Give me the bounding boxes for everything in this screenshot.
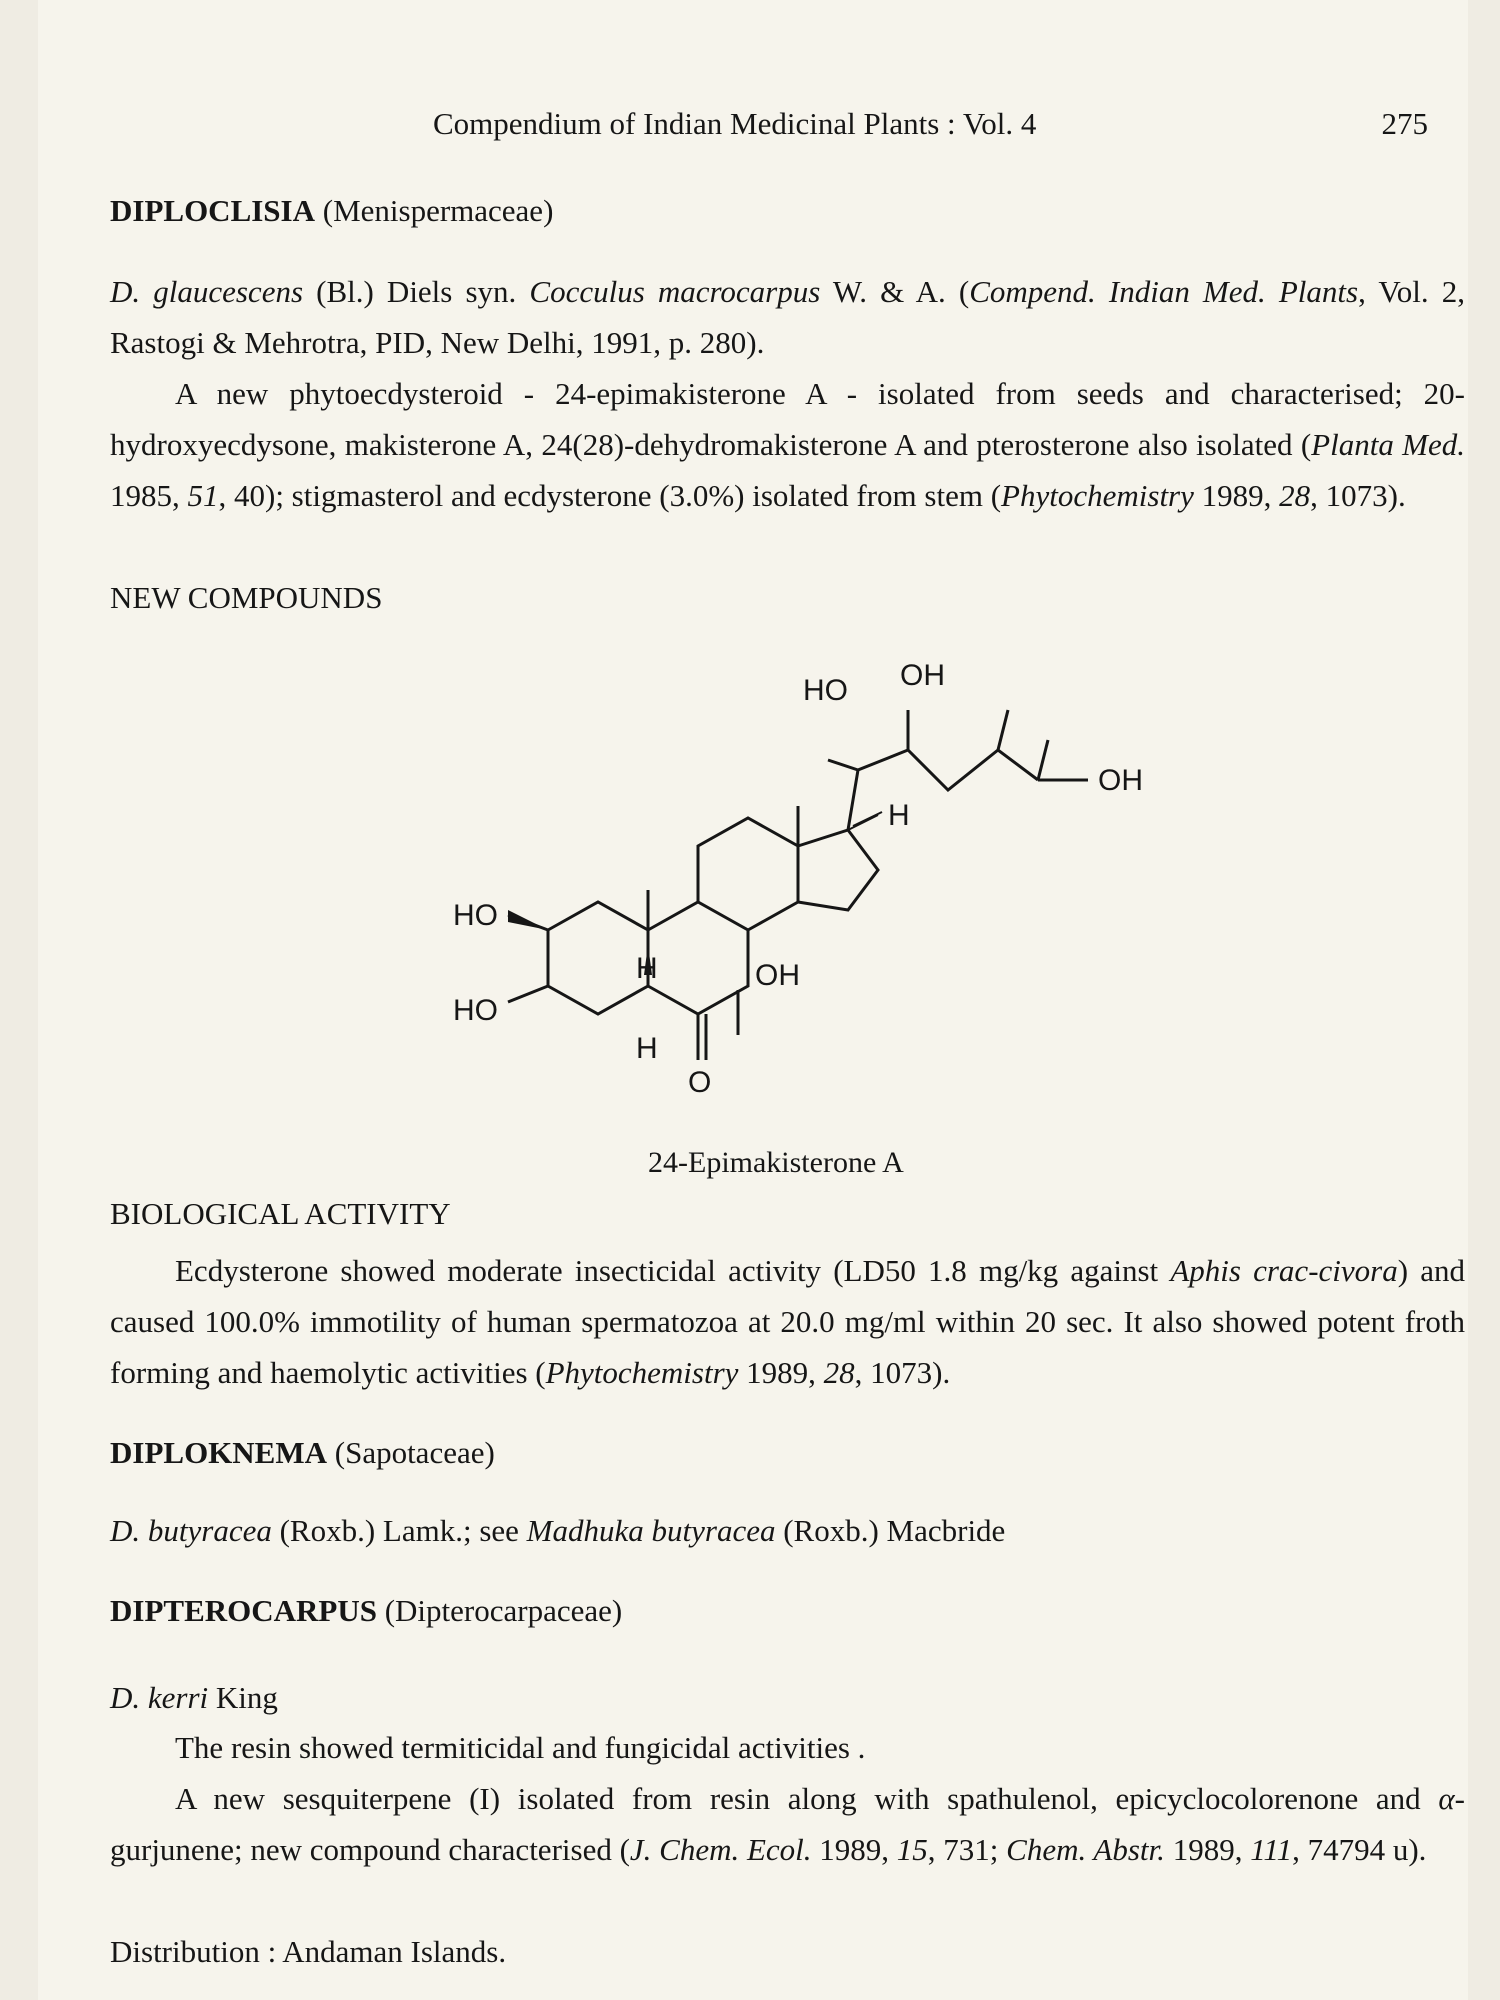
text-run: 1989, (811, 1832, 897, 1867)
family-name: (Menispermaceae) (315, 193, 554, 228)
volume: 111 (1250, 1832, 1293, 1867)
text-run: (Roxb.) Lamk.; see (271, 1513, 527, 1548)
label-ho-side: HO (803, 674, 848, 707)
journal-name: J. Chem. Ecol. (629, 1832, 812, 1867)
text-run: 1989, (1193, 478, 1280, 513)
dipterocarpus-species (110, 1672, 1465, 1723)
label-oh-top: OH (900, 659, 945, 692)
text-run: (Roxb.) Macbride (775, 1513, 1006, 1548)
family-name: (Sapotaceae) (327, 1435, 495, 1470)
document-page (38, 0, 1468, 2000)
genus-heading-dipterocarpus (110, 1585, 1465, 1636)
text-run: , 74794 u). (1292, 1832, 1427, 1867)
genus-heading-diploclisia (110, 185, 1465, 236)
text-run: , Vol. 2, Rastogi & Mehrotra, PID, New Delhi, 1991, p. 280). (110, 274, 1466, 360)
text-run: 1989, (738, 1355, 824, 1390)
label-oh-right: OH (1098, 764, 1143, 797)
volume: 28 (823, 1355, 855, 1390)
label-ho-b: HO (453, 994, 498, 1027)
label-h-mid: H (888, 799, 910, 832)
structure-caption: 24-Epimakisterone A (648, 1146, 904, 1179)
genus-heading-diploknema (110, 1427, 1465, 1478)
text-run: -gurjunene; new compound characterised ( (110, 1781, 1465, 1867)
section-heading-biological-activity: BIOLOGICAL ACTIVITY (110, 1196, 451, 1231)
biological-activity-paragraph (110, 1245, 1465, 1398)
label-h-c: H (636, 1032, 658, 1065)
page-number: 275 (1381, 106, 1428, 141)
text-run: , 731; (927, 1832, 1007, 1867)
genus-name: DIPLOCLISIA (110, 193, 315, 228)
chemistry-paragraph (110, 368, 1465, 521)
genus-name: DIPLOKNEMA (110, 1435, 327, 1470)
journal-name: Phytochemistry (545, 1355, 739, 1390)
distribution-line: Distribution : Andaman Islands. (110, 1934, 507, 1969)
species-name: Madhuka butyracea (526, 1513, 776, 1548)
journal-name: Phytochemistry (1001, 478, 1194, 513)
genus-name: DIPTEROCARPUS (110, 1593, 377, 1628)
text-run: (Bl.) Diels syn. (303, 274, 530, 309)
species-name: D. butyracea (110, 1513, 272, 1548)
text-run: Ecdysterone showed moderate insecticidal activity (LD50 1.8 mg/kg against (175, 1253, 1171, 1288)
species-name: D. kerri (110, 1680, 209, 1715)
diploknema-synonym (110, 1505, 1465, 1556)
journal-name: Planta Med. (1311, 427, 1465, 462)
resin-activity-paragraph: The resin showed termiticidal and fungicidal activities . (175, 1730, 866, 1765)
label-o-keto: O (688, 1066, 712, 1099)
species-name: civora (1318, 1253, 1398, 1288)
text-run: 1985, (110, 478, 188, 513)
label-ho-a: HO (453, 899, 498, 932)
text-run: A new sesquiterpene (I) isolated from resin along with spathulenol, epicyclocolorenone and (175, 1781, 1439, 1816)
volume: 28 (1279, 478, 1311, 513)
species-name: D. glaucescens (110, 274, 304, 309)
text-run: , 1073). (1310, 478, 1406, 513)
text-run: , 1073). (854, 1355, 951, 1390)
text-run: King (208, 1680, 278, 1715)
running-header: Compendium of Indian Medicinal Plants : Vol. 4 (433, 106, 1037, 141)
text-run: , 40); stigmasterol and ecdysterone (3.0%) isolated from stem ( (218, 478, 1002, 513)
greek-alpha: α (1438, 1781, 1455, 1816)
journal-name: Chem. Abstr. (1006, 1832, 1165, 1867)
synonym-species: Cocculus macrocarpus (529, 274, 821, 309)
synonym-paragraph (110, 266, 1465, 368)
volume: 15 (896, 1832, 928, 1867)
label-h-b: H (636, 952, 658, 985)
species-name: Aphis crac- (1170, 1253, 1319, 1288)
label-oh-b: OH (755, 959, 800, 992)
reference-title: Compend. Indian Med. Plants (969, 274, 1359, 309)
sesquiterpene-paragraph (110, 1773, 1465, 1875)
text-run: 1989, (1164, 1832, 1251, 1867)
volume: 51 (187, 478, 219, 513)
text-run: A new phytoecdysteroid - 24-epimakisterone A - isolated from seeds and characterised; 20-hydroxyecdysone, makisterone A, 24(28)-dehydromakisterone A and pterosterone also isolated ( (110, 376, 1465, 462)
text-run: W. & A. ( (820, 274, 970, 309)
text-run: ) and caused 100.0% immotility of human spermatozoa at 20.0 mg/ml within 20 sec. It also showed potent froth forming and haemolytic activities ( (110, 1253, 1465, 1390)
chemical-structure (408, 640, 1208, 1180)
family-name: (Dipterocarpaceae) (376, 1593, 623, 1628)
section-heading-new-compounds: NEW COMPOUNDS (110, 580, 383, 615)
